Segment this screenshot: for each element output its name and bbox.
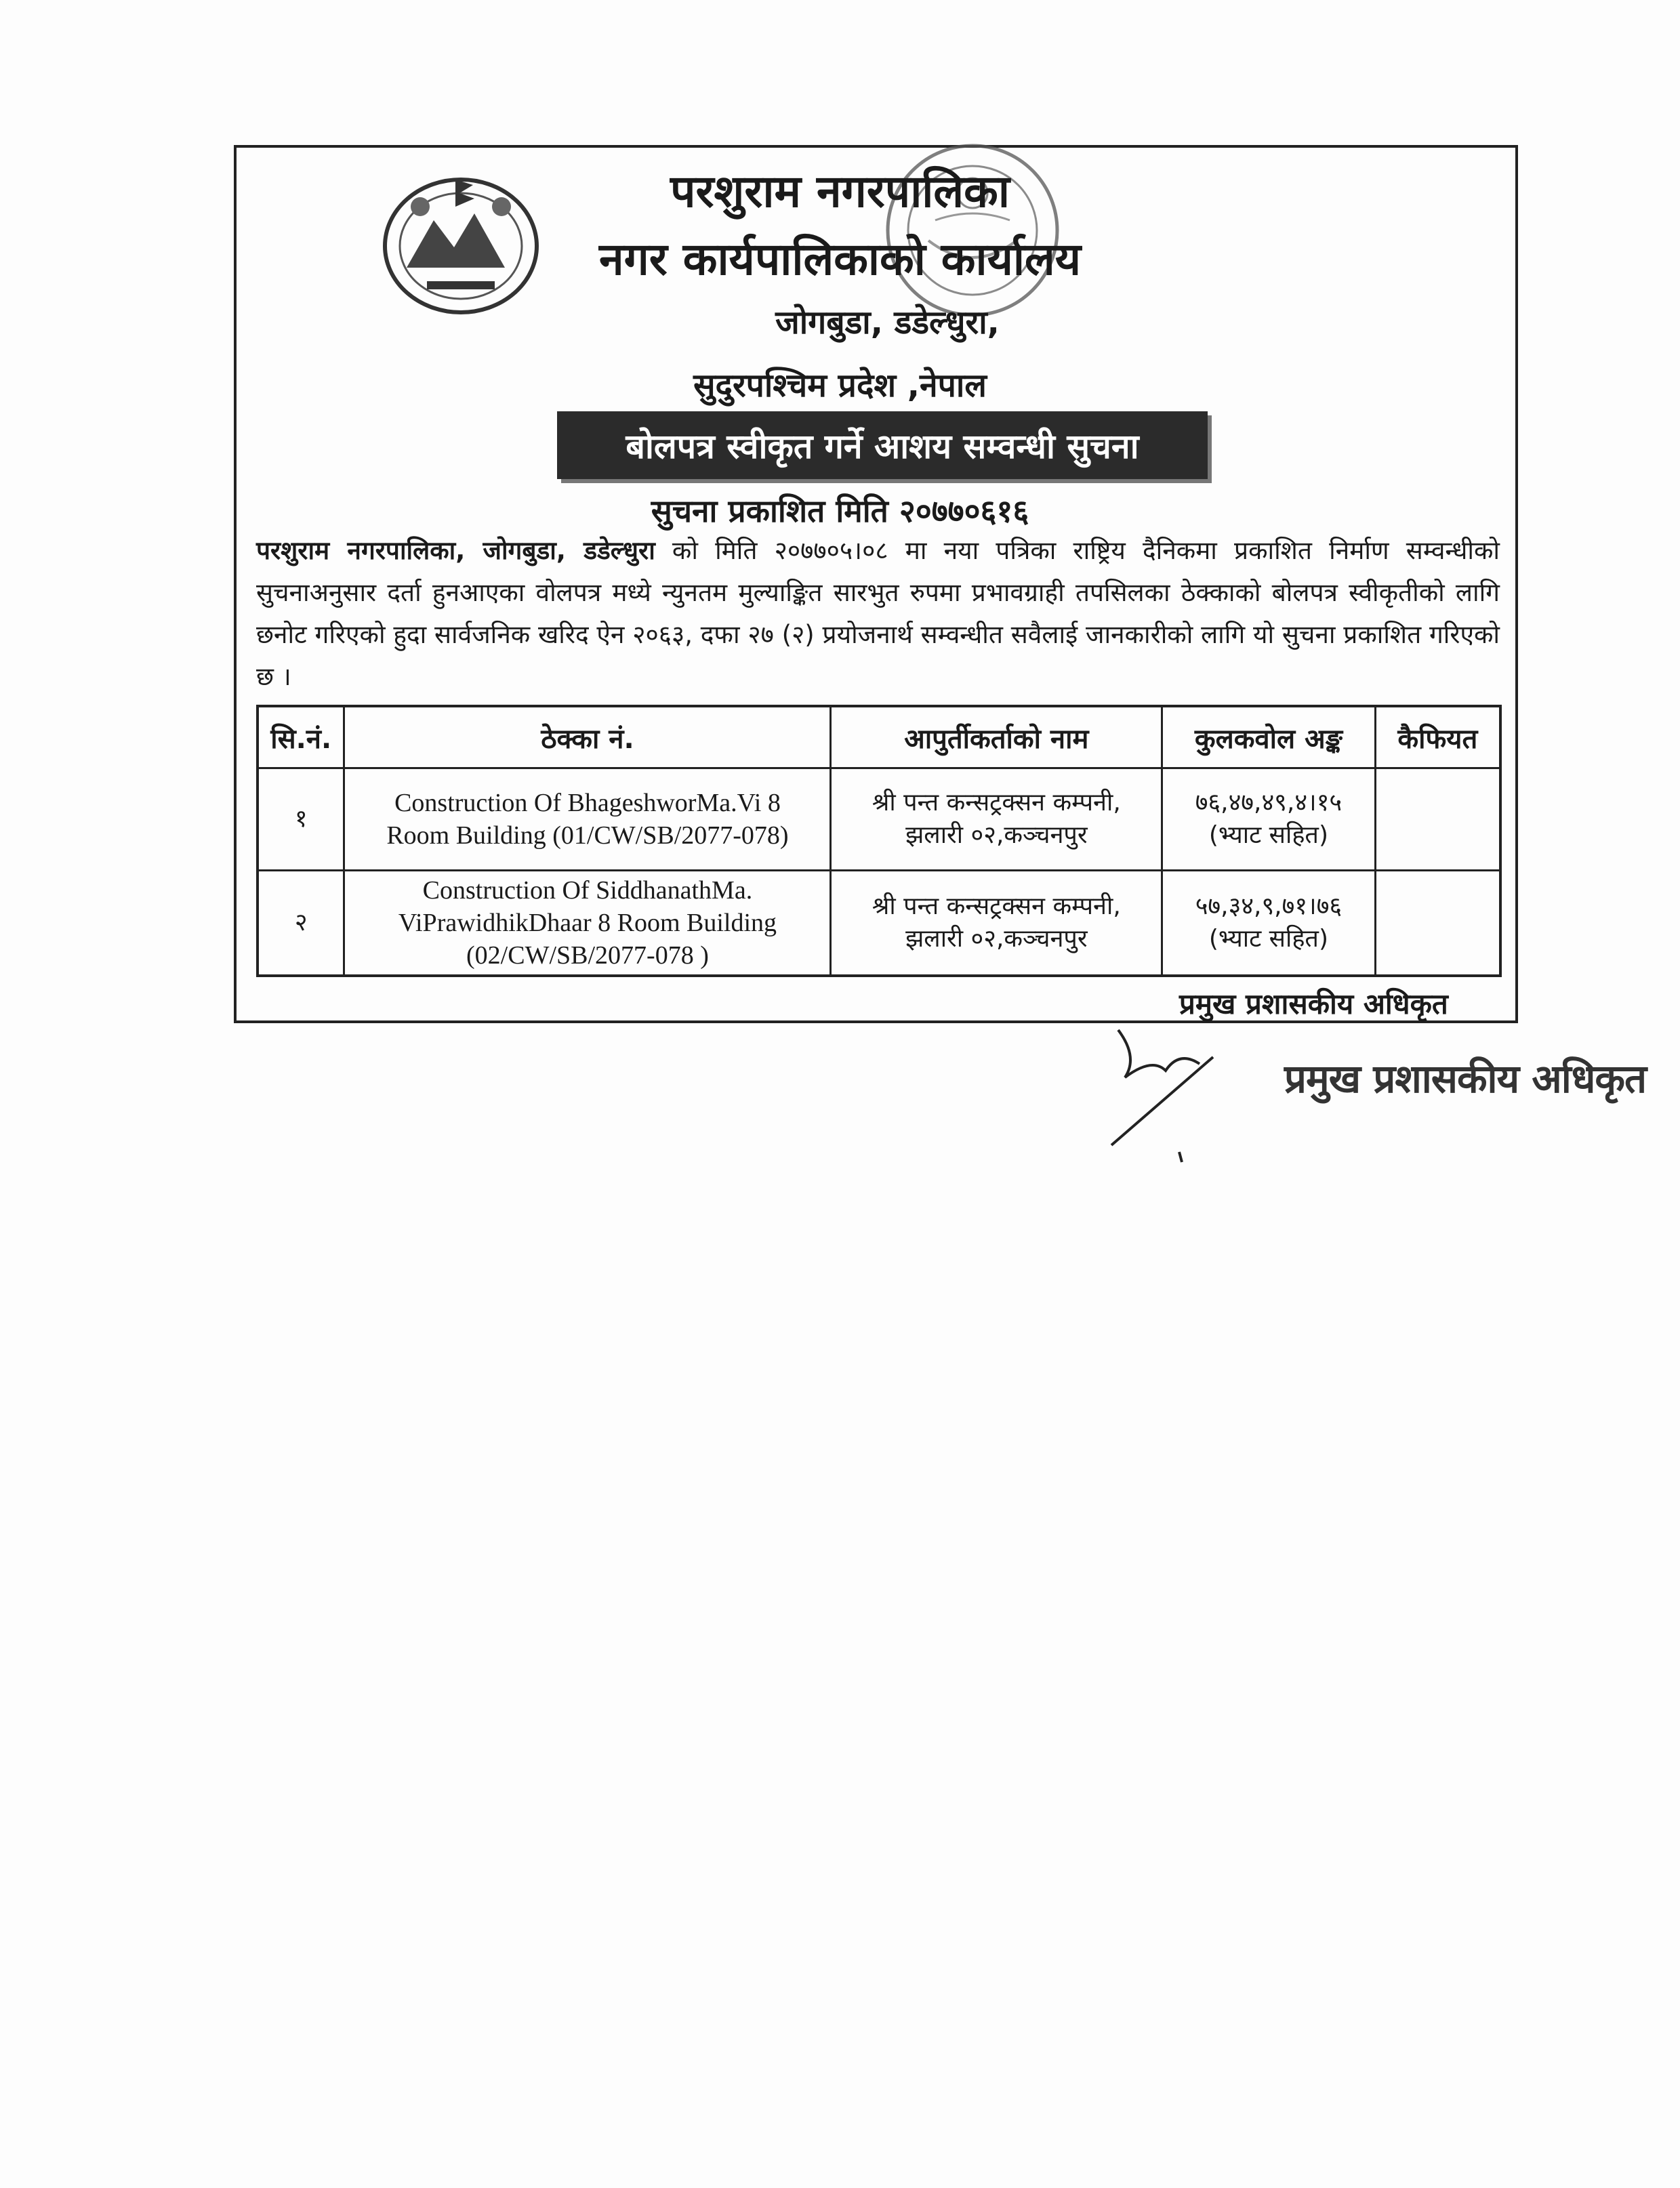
table-header-row bbox=[258, 706, 1500, 768]
signature-icon bbox=[1098, 1016, 1233, 1165]
publication-date: सुचना प्रकाशित मिति २०७७०६१६ bbox=[651, 493, 1029, 529]
supplier-line: श्री पन्त कन्सट्रक्सन कम्पनी, bbox=[872, 892, 1121, 920]
notice-body-text: को मिति २०७७०५।०८ मा नया पत्रिका राष्ट्रिय दैनिकमा प्रकाशित निर्माण सम्वन्धीको सुचनाअनुसार दर्ता हुनआएका वोलपत्र मध्ये न्युनतम मुल्याङ्कित सारभुत रुपमा प्रभावग्राही तपसिलका ठेक्काको बोलपत्र स्वीकृतीको लागि छनोट गरिएको हुदा सार्वजनिक खरिद ऐन २०६३, दफा २७ (२) प्रयोजनार्थ सम्वन्धीत सवैलाई जानकारीको लागि यो सुचना प्रकाशित गरिएको छ । bbox=[256, 536, 1500, 691]
notice-title-text: बोलपत्र स्वीकृत गर्ने आशय सम्वन्धी सुचना bbox=[626, 427, 1139, 466]
notice-body-lead: परशुराम नगरपालिका, जोगबुडा, डडेल्धुरा bbox=[256, 536, 655, 565]
serial-cell: २ bbox=[258, 871, 344, 976]
contract-cell bbox=[344, 871, 831, 976]
header-contract-no: ठेक्का नं. bbox=[344, 706, 831, 768]
office-address: जोगबुडा, डडेल्धुरा, bbox=[775, 304, 1000, 342]
table-row bbox=[258, 768, 1500, 871]
header-total-bid: कुलकवोल अङ्क bbox=[1162, 706, 1375, 768]
supplier-line: श्री पन्त कन्सट्रक्सन कम्पनी, bbox=[872, 789, 1121, 817]
municipality-name: परशुराम नगरपालिका bbox=[670, 165, 1010, 218]
amount-note: (भ्याट सहित) bbox=[1208, 821, 1328, 849]
amount-value: ५७,३४,९,७१।७६ bbox=[1195, 892, 1343, 920]
supplier-cell bbox=[831, 768, 1162, 871]
supplier-cell bbox=[831, 871, 1162, 976]
contract-line: Room Building (01/CW/SB/2077-078) bbox=[386, 821, 789, 850]
tender-table bbox=[256, 705, 1502, 977]
signatory-stamp: प्रमुख प्रशासकीय अधिकृत bbox=[1284, 1056, 1647, 1102]
supplier-line: झलारी ०२,कञ्चनपुर bbox=[905, 925, 1088, 953]
contract-line: Construction Of BhageshworMa.Vi 8 bbox=[394, 789, 781, 817]
contract-line: ViPrawidhikDhaar 8 Room Building bbox=[398, 909, 777, 937]
contract-cell bbox=[344, 768, 831, 871]
province-country: सुदुरपश्चिम प्रदेश ,नेपाल bbox=[693, 367, 987, 405]
contract-line: Construction Of SiddhanathMa. bbox=[422, 876, 753, 905]
notice-body bbox=[256, 530, 1500, 698]
header-remarks: कैफियत bbox=[1375, 706, 1500, 768]
signatory-title: प्रमुख प्रशासकीय अधिकृत bbox=[1179, 987, 1448, 1020]
remarks-cell bbox=[1375, 768, 1500, 871]
supplier-line: झलारी ०२,कञ्चनपुर bbox=[905, 821, 1088, 849]
header-supplier: आपुर्तीकर्ताको नाम bbox=[831, 706, 1162, 768]
table-row bbox=[258, 871, 1500, 976]
notice-title bbox=[557, 411, 1208, 479]
remarks-cell bbox=[1375, 871, 1500, 976]
amount-value: ७६,४७,४९,४।१५ bbox=[1195, 789, 1343, 817]
office-name: नगर कार्यपालिकाको कार्यालय bbox=[599, 233, 1081, 285]
amount-cell bbox=[1162, 871, 1375, 976]
amount-note: (भ्याट सहित) bbox=[1208, 925, 1328, 953]
header-serial: सि.नं. bbox=[258, 706, 344, 768]
amount-cell bbox=[1162, 768, 1375, 871]
serial-cell: १ bbox=[258, 768, 344, 871]
contract-line: (02/CW/SB/2077-078 ) bbox=[466, 941, 709, 970]
